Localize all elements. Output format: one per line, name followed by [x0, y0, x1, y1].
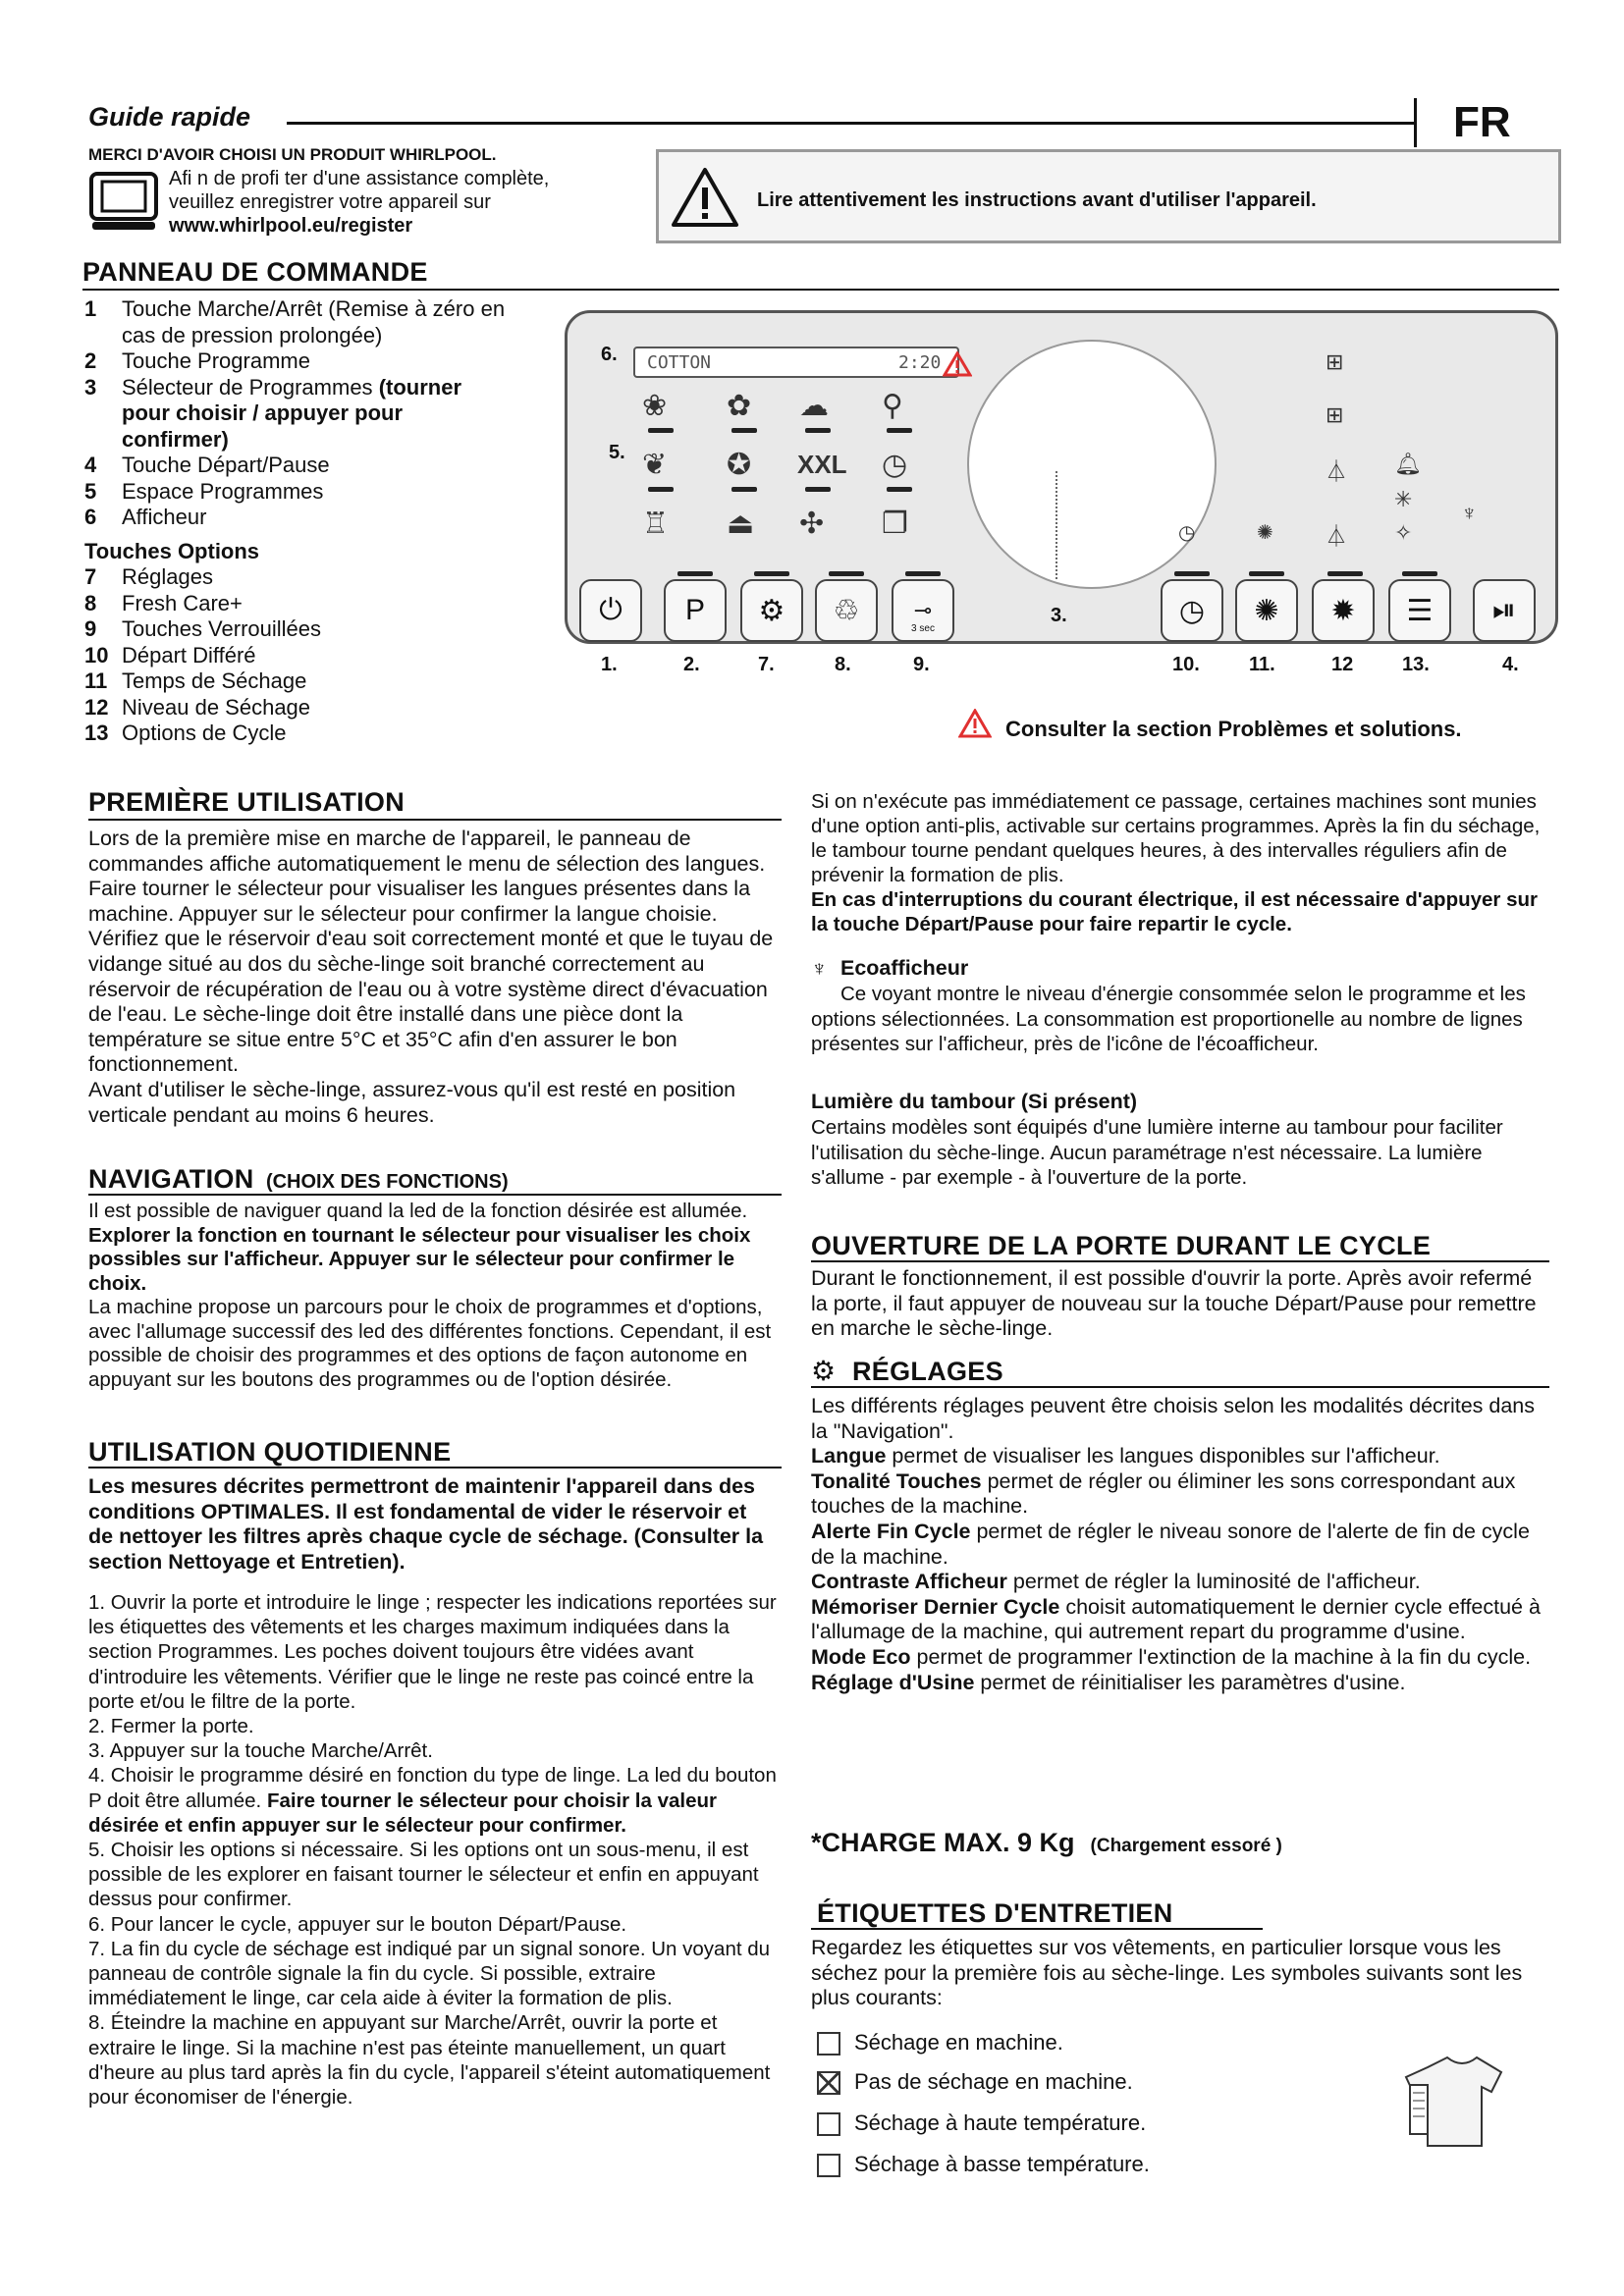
display-time: 2:20	[898, 352, 942, 373]
shirt-label-icon	[1388, 2048, 1516, 2156]
gear-icon: ⚙	[758, 594, 785, 627]
navigation-text: Il est possible de naviguer quand la led de la fonction désirée est allumée. Explorer la fonction en tournant le sélecteur pour visualiser les choix possibles sur l'afficheur. Appuyer sur le sélecteur pour confirmer le choix. La machine propose un parcours pour le choix de programmes et d'options, avec l'allumage successif des led des différentes fonctions. Cependant, il est possible de choisir des programmes et des options de façon autonome en appuyant sur les boutons des programmes ou de l'option désirée.	[88, 1200, 772, 1391]
settings-text: Les différents réglages peuvent être choisis selon les modalités décrites dans la "Navigation". Langue permet de visualiser les langues disponibles sur l'afficheur. Tonalité Touches permet de régler ou éliminer les sons correspondant aux touches de la machine. Alerte Fin Cycle permet de régler le niveau sonore de l'alerte de fin de cycle de la machine. Contraste Afficheur permet de régler la luminosité de l'afficheur. Mémoriser Dernier Cycle choisit automatiquement le dernier cycle effectué à l'allumage de la machine, qui autrement repart du programme d'usine. Mode Eco permet de programmer l'extinction de la machine à la fin du cycle. Réglage d'Usine permet de réinitialiser les paramètres d'usine.	[811, 1394, 1549, 1695]
dry-time-button[interactable]	[1235, 579, 1298, 642]
label-6: 6.	[601, 344, 618, 365]
setting-item: Tonalité Touches permet de régler ou éliminer les sons correspondant aux touches de la machine.	[811, 1468, 1516, 1519]
list-item: 4 Touche Départ/Pause	[84, 453, 330, 477]
alert-icon	[943, 351, 972, 377]
program-selector-dial[interactable]	[967, 340, 1217, 589]
warning-box	[656, 149, 1561, 243]
label-7: 7.	[758, 654, 775, 675]
label-10: 10.	[1172, 654, 1200, 675]
setting-item: Réglage d'Usine permet de réinitialiser les paramètres d'usine.	[811, 1670, 1406, 1694]
dry-level-icon: ✹	[1330, 594, 1356, 627]
header-divider	[1414, 98, 1417, 147]
key-icon: ⊸	[913, 598, 933, 622]
gear-icon: ⚙	[811, 1356, 837, 1386]
eco-icon: ❦	[642, 449, 668, 481]
program-button[interactable]: P	[664, 579, 727, 642]
mixed-icon: ☁	[799, 390, 829, 422]
list-item: 2. Fermer la porte.	[88, 1715, 254, 1738]
options-title: Touches Options	[84, 538, 260, 563]
list-item: pour choisir / appuyer pour	[122, 400, 404, 425]
list-item: 2 Touche Programme	[84, 348, 310, 373]
care-labels-text: Regardez les étiquettes sur vos vêtements, en particulier lorsque vous les séchez pour la première fois au sèche-linge. Les symboles suivants sont les plus courants:	[811, 1936, 1523, 2010]
panel-section-title: PANNEAU DE COMMANDE	[82, 257, 428, 287]
label-11: 11.	[1249, 654, 1275, 675]
no-tumble-dry-icon	[817, 2071, 840, 2095]
shirt-icon: ♲	[833, 594, 860, 627]
setting-item: Alerte Fin Cycle permet de régler le niveau sonore de l'alerte de fin de cycle de la machine.	[811, 1519, 1530, 1569]
care-item: Séchage à basse température.	[817, 2152, 1150, 2177]
key-lock-button[interactable]: ⊸ 3 sec	[892, 579, 954, 642]
label-9: 9.	[913, 654, 930, 675]
dry-level-icon: ⊞	[1326, 402, 1344, 427]
anticrease-text: Si on n'exécute pas immédiatement ce passage, certaines machines sont munies d'une option anti-plis, activable sur certains programmes. Après la fin du séchage, le tambour tourne pendant quelques heures, à des intervalles réguliers afin de prévenir la formation de plis. En cas d'interruptions du courant électrique, il est nécessaire d'appuyer sur la touche Départ/Pause pour faire repartir le cycle.	[811, 790, 1541, 935]
cotton-icon: ❀	[642, 390, 668, 422]
hanger-icon: ⏃	[1326, 459, 1348, 484]
first-use-title: PREMIÈRE UTILISATION	[88, 787, 406, 817]
low-temp-icon	[817, 2154, 840, 2177]
eco-title: Ecoafficheur	[840, 956, 969, 980]
dry-level-icon: ⊞	[1326, 349, 1344, 374]
mix-icon: ❐	[882, 507, 908, 540]
max-load: *CHARGE MAX. 9 Kg (Chargement essoré )	[811, 1828, 1282, 1857]
fresh-care-button[interactable]	[815, 579, 878, 642]
guide-title: Guide rapide	[88, 102, 251, 132]
daily-use-steps	[88, 1590, 782, 2109]
list-item: confirmer)	[122, 426, 229, 452]
synthetic-icon: ✿	[727, 390, 752, 422]
high-temp-icon	[817, 2112, 840, 2136]
dial-pointer	[1056, 471, 1057, 579]
setting-item: Contraste Afficheur permet de régler la luminosité de l'afficheur.	[811, 1570, 1421, 1594]
care-item: Séchage à haute température.	[817, 2110, 1146, 2136]
panel-list	[84, 296, 566, 747]
label-3: 3.	[1051, 605, 1067, 626]
navigation-title: NAVIGATION (CHOIX DES FONCTIONS)	[88, 1164, 509, 1194]
label-5: 5.	[609, 442, 625, 463]
list-item: 5. Choisir les options si nécessaire. Si les options ont un sous-menu, il est possible de les explorer en faisant tourner le sélecteur et enfin en appuyant dessus pour confirmer.	[88, 1839, 759, 1911]
label-1: 1.	[601, 654, 618, 675]
shirts-icon: ♖	[642, 507, 669, 540]
eco-meter-icon: ♆	[1461, 501, 1478, 525]
list-item: 1 Touche Marche/Arrêt (Remise à zéro en	[84, 296, 506, 321]
settings-title: RÉGLAGES	[852, 1357, 1003, 1386]
power-icon: ⏻	[599, 594, 623, 626]
monitor-icon	[88, 171, 159, 234]
list-item: 3. Appuyer sur la touche Marche/Arrêt.	[88, 1739, 433, 1763]
daily-use-title: UTILISATION QUOTIDIENNE	[88, 1437, 452, 1467]
list-item: 7. La fin du cycle de séchage est indiqué par un signal sonore. Un voyant du panneau de contrôle signale la fin du cycle. Si possible, extraire immédiatement le linge, car cela aide à éviter la formation de plis.	[88, 1937, 771, 2010]
list-item: 6. Pour lancer le cycle, appuyer sur le bouton Départ/Pause.	[88, 1912, 627, 1936]
warning-text: Lire attentivement les instructions avant d'utiliser l'appareil.	[757, 189, 1317, 211]
label-13: 13.	[1402, 654, 1430, 675]
tumble-dry-icon	[817, 2032, 840, 2056]
first-use-text: Lors de la première mise en marche de l'appareil, le panneau de commandes affiche automatiquement le menu de sélection des langues. Faire tourner le sélecteur pour visualiser les langues présentes dans la machine. Appuyer sur le sélecteur pour confirmer la langue choisie. Vérifiez que le réservoir d'eau soit correctement monté et que le tuyau de vidange situé au dos du sèche-linge soit branché correctement au réservoir de récupération de l'eau ou à votre système direct d'évacuation de l'eau. Le sèche-linge doit être installé dans une pièce dont la température se situe entre 5°C et 35°C afin d'en assurer le bon fonctionnement. Avant d'utiliser le sèche-linge, assurez-vous qu'il est resté en position verticale pendant au moins 6 heures.	[88, 827, 774, 1127]
care-labels-title: ÉTIQUETTES D'ENTRETIEN	[817, 1898, 1173, 1928]
anticrease-icon: ✳	[1394, 487, 1413, 511]
list-item: 4. Choisir le programme désiré en fonction du type de linge. La led du bouton P doit être allumée. Faire tourner le sélecteur pour choisir la valeur désirée et enfin appuyer sur le sélecteur pour confirmer.	[88, 1764, 777, 1837]
display	[633, 347, 959, 378]
hanger-icon: ⏃	[1326, 524, 1348, 549]
wool-icon: ✪	[727, 449, 752, 481]
list-icon: ☰	[1406, 594, 1434, 627]
start-pause-button[interactable]	[1473, 579, 1536, 642]
list-item: 12 Niveau de Séchage	[84, 694, 311, 720]
setting-item: Mode Eco permet de programmer l'extinction de la machine à la fin du cycle.	[811, 1644, 1532, 1669]
warning-icon	[671, 166, 739, 229]
clock-small-icon: ◷	[1178, 522, 1196, 544]
sun-small-icon: ✺	[1257, 522, 1273, 544]
power-button[interactable]	[579, 579, 642, 642]
label-4: 4.	[1502, 654, 1519, 675]
list-item: cas de pression prolongée)	[122, 322, 383, 347]
timer-icon: ◷	[882, 449, 908, 481]
list-item: 6 Afficheur	[84, 505, 207, 529]
list-item: 13 Options de Cycle	[84, 721, 287, 745]
troubleshooting-note: Consulter la section Problèmes et solutions.	[1005, 717, 1462, 741]
section-rule	[82, 289, 1559, 291]
label-8: 8.	[835, 654, 851, 675]
label-12: 12	[1331, 654, 1354, 675]
door-text: Durant le fonctionnement, il est possible d'ouvrir la porte. Après avoir refermé la porte, il faut appuyer de nouveau sur la touche Départ/Pause pour remettre en marche le sèche-linge.	[811, 1266, 1537, 1341]
eco-meter-icon: ♆	[811, 956, 828, 981]
delicate-icon: ⚲	[882, 390, 903, 422]
door-title: OUVERTURE DE LA PORTE DURANT LE CYCLE	[811, 1231, 1432, 1260]
thanks-text: MERCI D'AVOIR CHOISI UN PRODUIT WHIRLPOOL.	[88, 145, 497, 164]
header-rule	[287, 122, 1414, 125]
list-item: 11 Temps de Séchage	[84, 668, 307, 693]
care-item: Séchage en machine.	[817, 2030, 1063, 2056]
list-item: 1. Ouvrir la porte et introduire le linge ; respecter les indications reportées sur les étiquettes des vêtements et les charges maximum indiquées dans la section Programmes. Les poches doivent toujours être vidées avant d'introduire les vêtements. Vérifier que le linge ne reste pas coincé entre la porte et/ou le filtre de la porte.	[88, 1591, 777, 1713]
iron-icon: ⏏	[727, 507, 755, 540]
eco-text: Ce voyant montre le niveau d'énergie consommée selon le programme et les options sélectionnées. La consommation est proportionelle au nombre de lignes présentes sur l'afficheur, près de l'icône de l'écoafficheur.	[811, 983, 1526, 1056]
xxl-icon: XXL	[797, 450, 847, 479]
register-text: Afi n de profi ter d'une assistance complète, veuillez enregistrer votre appareil sur www.whirlpool.eu/register	[169, 167, 621, 238]
settings-button[interactable]	[740, 579, 803, 642]
play-pause-icon: ⏯	[1492, 594, 1516, 626]
fan-icon: ✣	[799, 507, 825, 540]
sun-timer-icon: ✺	[1254, 594, 1279, 627]
drum-light-text: Certains modèles sont équipés d'une lumière interne au tambour pour faciliter l'utilisation du sèche-linge. Aucun paramétrage n'est nécessaire. La lumière s'allume - par exemple - à l'ouverture de la porte.	[811, 1116, 1503, 1190]
drum-light-title: Lumière du tambour (Si présent)	[811, 1090, 1138, 1113]
language-code: FR	[1453, 98, 1511, 146]
fresh-icon: ✧	[1394, 520, 1413, 545]
care-item: Pas de séchage en machine.	[817, 2069, 1133, 2095]
cycle-options-button[interactable]	[1388, 579, 1451, 642]
list-item: 10 Départ Différé	[84, 642, 256, 667]
bell-icon: 🔔︎	[1394, 452, 1422, 476]
list-item: 5 Espace Programmes	[84, 478, 324, 504]
list-item: 8 Fresh Care+	[84, 590, 243, 615]
register-url[interactable]: www.whirlpool.eu/register	[169, 215, 413, 237]
dry-level-button[interactable]	[1312, 579, 1375, 642]
setting-item: Mémoriser Dernier Cycle choisit automatiquement le dernier cycle effectué à l'allumage de la machine, qui autrement repart du programme d'usine.	[811, 1594, 1541, 1644]
list-item: 3 Sélecteur de Programmes (tourner	[84, 374, 462, 400]
warning-red-icon	[958, 709, 992, 738]
list-item: 7 Réglages	[84, 564, 213, 589]
list-item: 9 Touches Verrouillées	[84, 616, 322, 641]
clock-icon: ◷	[1178, 594, 1206, 627]
daily-use-intro: Les mesures décrites permettront de maintenir l'appareil dans des conditions OPTIMALES. Il est fondamental de vider le réservoir et de nettoyer les filtres après chaque cycle de séchage. (Consulter la section Nettoyage et Entretien).	[88, 1474, 764, 1574]
setting-item: Langue permet de visualiser les langues disponibles sur l'afficheur.	[811, 1444, 1440, 1468]
display-program: COTTON	[647, 352, 712, 373]
delay-start-button[interactable]	[1161, 579, 1223, 642]
label-2: 2.	[683, 654, 700, 675]
list-item: 8. Éteindre la machine en appuyant sur Marche/Arrêt, ouvrir la porte et extraire le linge. Si la machine n'est pas éteinte manuellement, un quart d'heure au plus tard après la fin du cycle, l'appareil s'éteint automatiquement pour économiser de l'énergie.	[88, 2011, 771, 2109]
